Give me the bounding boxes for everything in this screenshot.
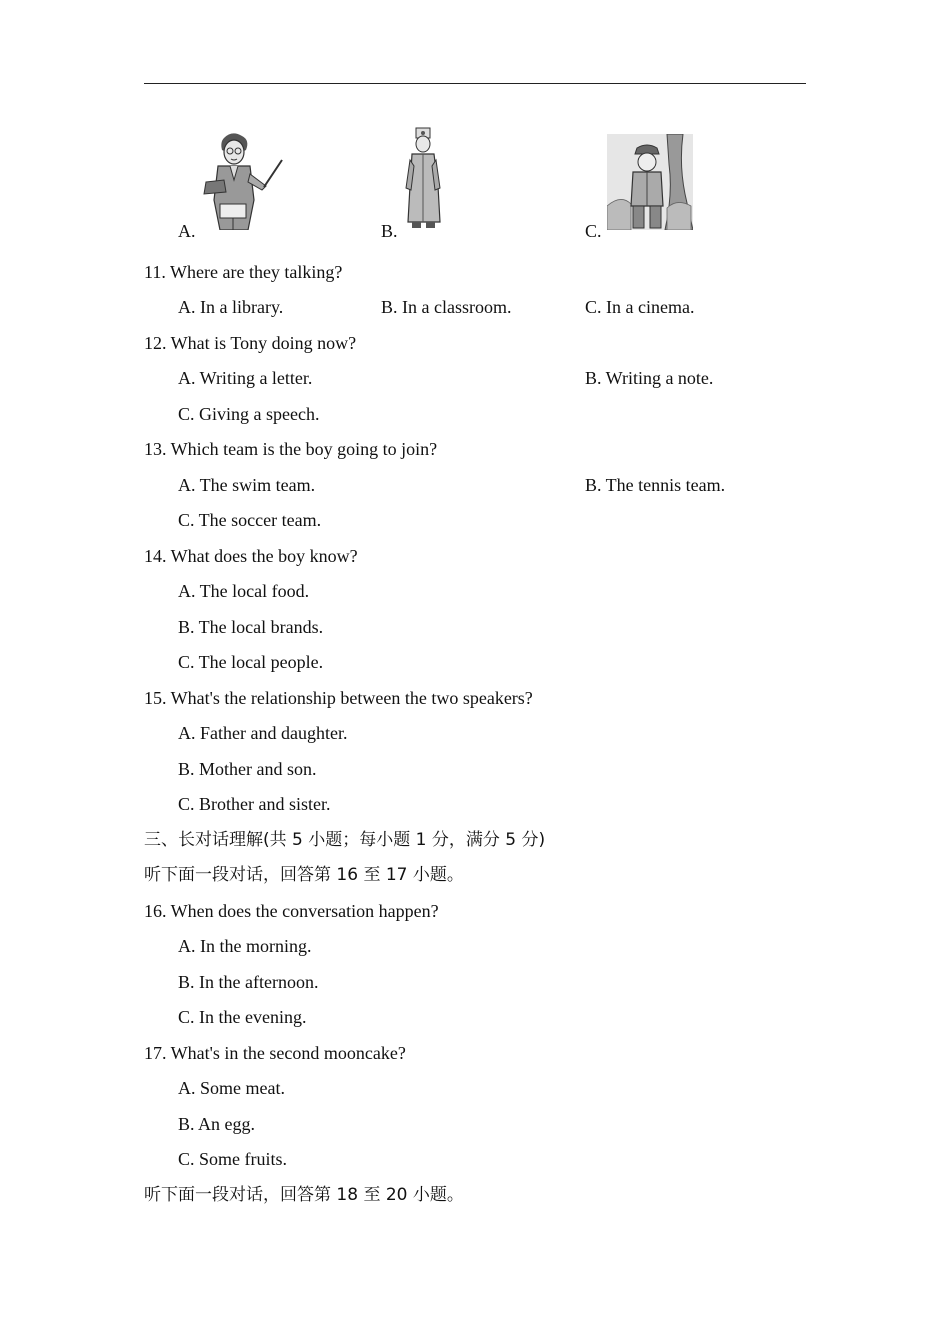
q15-option-b: B. Mother and son. (178, 759, 317, 779)
q16-option-a: A. In the morning. (178, 936, 312, 956)
q13-option-a: A. The swim team. (178, 475, 316, 495)
pic-label-b: B. (381, 221, 398, 241)
q11-option-b: B. In a classroom. (381, 297, 512, 317)
question-14: 14. What does the boy know? (144, 546, 358, 566)
q17-option-b: B. An egg. (178, 1114, 256, 1134)
q13-option-b: B. The tennis team. (585, 475, 726, 495)
section-3-intro-18-20: 听下面一段对话，回答第 18 至 20 小题。 (144, 1185, 464, 1205)
question-11: 11. Where are they talking? (144, 262, 343, 282)
picture-options (0, 124, 950, 244)
question-13: 13. Which team is the boy going to join? (144, 439, 438, 459)
police-officer-icon (607, 134, 693, 230)
section-3-heading: 三、长对话理解(共 5 小题；每小题 1 分，满分 5 分) (144, 830, 546, 850)
q12-option-c: C. Giving a speech. (178, 404, 320, 424)
q16-option-c: C. In the evening. (178, 1007, 307, 1027)
q14-option-b: B. The local brands. (178, 617, 324, 637)
q12-option-b: B. Writing a note. (585, 368, 714, 388)
pic-label-a: A. (178, 221, 196, 241)
q15-option-a: A. Father and daughter. (178, 723, 348, 743)
q17-option-c: C. Some fruits. (178, 1149, 288, 1169)
question-12: 12. What is Tony doing now? (144, 333, 357, 353)
teacher-with-pointer-icon (196, 130, 286, 230)
q11-option-c: C. In a cinema. (585, 297, 695, 317)
q16-option-b: B. In the afternoon. (178, 972, 319, 992)
question-15: 15. What's the relationship between the two speakers? (144, 688, 533, 708)
doctor-icon (402, 126, 446, 230)
q12-option-a: A. Writing a letter. (178, 368, 313, 388)
header-rule (144, 83, 806, 84)
q13-option-c: C. The soccer team. (178, 510, 322, 530)
q15-option-c: C. Brother and sister. (178, 794, 331, 814)
section-3-intro-16-17: 听下面一段对话，回答第 16 至 17 小题。 (144, 865, 464, 885)
question-17: 17. What's in the second mooncake? (144, 1043, 406, 1063)
q14-option-a: A. The local food. (178, 581, 310, 601)
q17-option-a: A. Some meat. (178, 1078, 285, 1098)
q11-option-a: A. In a library. (178, 297, 284, 317)
pic-label-c: C. (585, 221, 602, 241)
q14-option-c: C. The local people. (178, 652, 324, 672)
question-16: 16. When does the conversation happen? (144, 901, 439, 921)
